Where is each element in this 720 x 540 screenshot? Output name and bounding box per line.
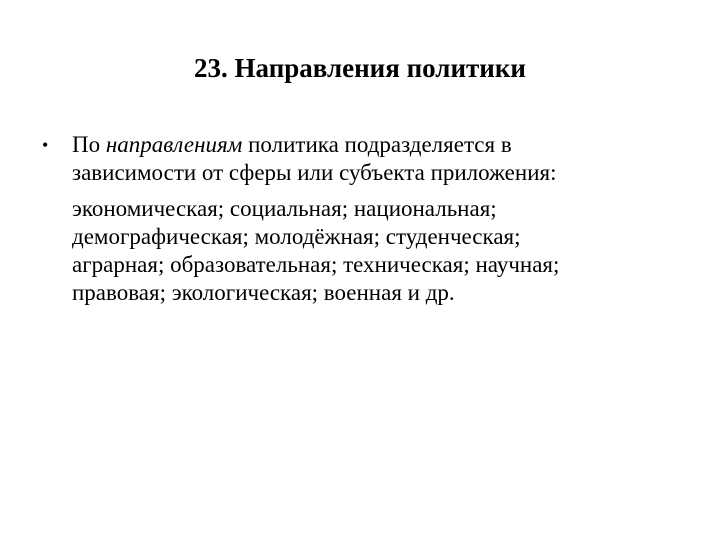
slide-body xyxy=(42,131,682,307)
text-line-4: демографическая; молодёжная; студенческая; xyxy=(72,224,521,249)
text-line-5: аграрная; образовательная; техническая; научная; xyxy=(72,252,560,277)
emphasis-word: направлениям xyxy=(105,132,243,157)
text-line-3: экономическая; социальная; национальная; xyxy=(72,196,497,221)
bullet-marker: • xyxy=(42,135,49,155)
slide-title: 23. Направления политики xyxy=(194,53,526,83)
bullet-text xyxy=(72,131,682,307)
text-line-6: правовая; экологическая; военная и др. xyxy=(72,280,455,305)
lead-word: По xyxy=(72,132,101,157)
bullet-item xyxy=(42,131,682,307)
text-line-1 xyxy=(72,131,682,159)
line1-rest: политика подразделяется в xyxy=(248,132,512,157)
text-line-2: зависимости от сферы или субъекта приложения: xyxy=(72,160,557,185)
